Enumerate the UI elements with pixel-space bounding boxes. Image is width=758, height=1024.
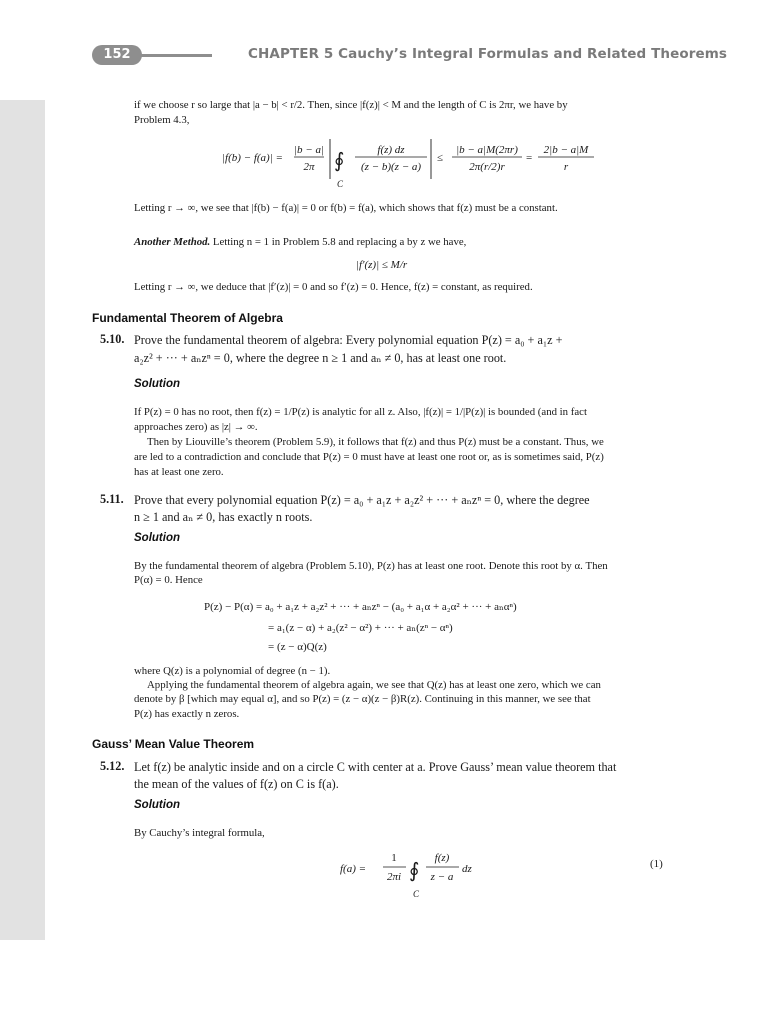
equation-number: (1) xyxy=(650,858,663,870)
problem-number: 5.11. xyxy=(100,492,124,506)
solution-line: P(α) = 0. Hence xyxy=(134,574,203,586)
paragraph-line: if we choose r so large that |a − b| < r/2. Then, since |f(z)| < M and the length of C is 2πr, we have by xyxy=(134,99,568,111)
solution-line: By the fundamental theorem of algebra (Problem 5.10), P(z) has at least one root. Denote this root by α. Then xyxy=(134,560,608,572)
equation-line: = a₁(z − α) + a₂(z² − α²) + ··· + aₙ(zⁿ − αⁿ) xyxy=(268,622,453,634)
equation-cauchy-formula xyxy=(338,842,518,904)
header-rule xyxy=(140,54,212,57)
solution-line: denote by β [which may equal α], and so P(z) = (z − α)(z − β)R(z). Continuing in this manner, we see that xyxy=(134,693,591,705)
solution-line: has at least one zero. xyxy=(134,466,224,478)
problem-statement-line: Prove the fundamental theorem of algebra: Every polynomial equation P(z) = a₀ + a₁z + xyxy=(134,333,563,347)
section-heading-fta: Fundamental Theorem of Algebra xyxy=(92,311,283,325)
equation-line: = (z − α)Q(z) xyxy=(268,641,327,653)
eq1-frac1-num: |b − a| xyxy=(294,144,324,156)
page-number-badge: 152 xyxy=(92,45,142,65)
solution-line: If P(z) = 0 has no root, then f(z) = 1/P(z) is analytic for all z. Also, |f(z)| = 1/|P(z)| is bounded (and in fact xyxy=(134,406,587,418)
eq1-contour-label: C xyxy=(337,179,344,189)
eq1-eq: = xyxy=(526,152,533,164)
solution-line: By Cauchy’s integral formula, xyxy=(134,827,265,839)
paragraph-line: Letting r → ∞, we deduce that |f′(z)| = 0 and so f′(z) = 0. Hence, f(z) = constant, as required. xyxy=(134,281,533,293)
another-method-line xyxy=(134,235,466,250)
eq-frac1-num: 1 xyxy=(391,852,397,864)
problem-number: 5.12. xyxy=(100,759,125,773)
solution-label: Solution xyxy=(134,799,180,811)
eq1-frac1-den: 2π xyxy=(303,161,315,173)
problem-statement-line: the mean of the values of f(z) on C is f(a). xyxy=(134,777,339,791)
eq1-leq: ≤ xyxy=(437,152,444,164)
eq-frac2-num: f(z) xyxy=(434,852,450,864)
eq1-int-den: (z − b)(z − a) xyxy=(360,161,422,173)
eq-dz: dz xyxy=(462,863,472,875)
eq1-frac3-den: r xyxy=(563,161,569,173)
equation-derivative-bound: |f′(z)| ≤ M/r xyxy=(356,259,408,271)
solution-line: approaches zero) as |z| → ∞. xyxy=(134,421,258,433)
equation-bound-difference xyxy=(220,135,600,193)
solution-line: P(z) has exactly n zeros. xyxy=(134,708,240,720)
solution-line: Applying the fundamental theorem of algebra again, we see that Q(z) has at least one zero, which we can xyxy=(147,679,601,691)
solution-label: Solution xyxy=(134,378,180,390)
problem-statement-line: Prove that every polynomial equation P(z) = a₀ + a₁z + a₂z² + ··· + aₙzⁿ = 0, where the degree xyxy=(134,493,590,507)
eq1-int-num: f(z) dz xyxy=(377,144,405,156)
another-method-text: Letting n = 1 in Problem 5.8 and replacing a by z we have, xyxy=(210,236,467,248)
paragraph-line: Problem 4.3, xyxy=(134,114,190,126)
eq-contour-label: C xyxy=(413,889,420,899)
equation-line: P(z) − P(α) = a₀ + a₁z + a₂z² + ··· + aₙzⁿ − (a₀ + a₁α + a₂α² + ··· + aₙαⁿ) xyxy=(204,601,517,613)
problem-statement-line: a₂z² + ··· + aₙzⁿ = 0, where the degree n ≥ 1 and aₙ ≠ 0, has at least one root. xyxy=(134,351,507,365)
eq-lhs: f(a) = xyxy=(340,863,367,875)
page-side-band xyxy=(0,100,45,940)
solution-line: where Q(z) is a polynomial of degree (n − 1). xyxy=(134,665,331,677)
eq1-frac2-den: 2π(r/2)r xyxy=(469,161,505,173)
eq1-lhs: |f(b) − f(a)| = xyxy=(222,152,283,164)
contour-integral-symbol: ∮ xyxy=(334,150,345,172)
problem-number: 5.10. xyxy=(100,332,125,346)
chapter-title: CHAPTER 5 Cauchy’s Integral Formulas and Related Theorems xyxy=(248,46,728,62)
eq1-frac3-num: 2|b − a|M xyxy=(543,144,589,156)
problem-statement-line: Let f(z) be analytic inside and on a circle C with center at a. Prove Gauss’ mean value theorem that xyxy=(134,760,617,774)
section-heading-gauss: Gauss’ Mean Value Theorem xyxy=(92,737,255,751)
paragraph-line: Letting r → ∞, we see that |f(b) − f(a)| = 0 or f(b) = f(a), which shows that f(z) must be a constant. xyxy=(134,202,558,214)
eq-frac2-den: z − a xyxy=(430,871,454,883)
solution-label: Solution xyxy=(134,532,180,544)
eq-frac1-den: 2πi xyxy=(386,871,402,883)
problem-statement-line: n ≥ 1 and aₙ ≠ 0, has exactly n roots. xyxy=(134,510,313,524)
contour-integral-symbol: ∮ xyxy=(409,860,420,882)
solution-line: are led to a contradiction and conclude that P(z) = 0 must have at least one root or, as is sometimes said, P(z) xyxy=(134,451,604,463)
eq1-frac2-num: |b − a|M(2πr) xyxy=(456,144,518,156)
another-method-label: Another Method. xyxy=(134,236,211,248)
solution-line: Then by Liouville’s theorem (Problem 5.9), it follows that f(z) and thus P(z) must be a constant. Thus, we xyxy=(147,436,604,448)
